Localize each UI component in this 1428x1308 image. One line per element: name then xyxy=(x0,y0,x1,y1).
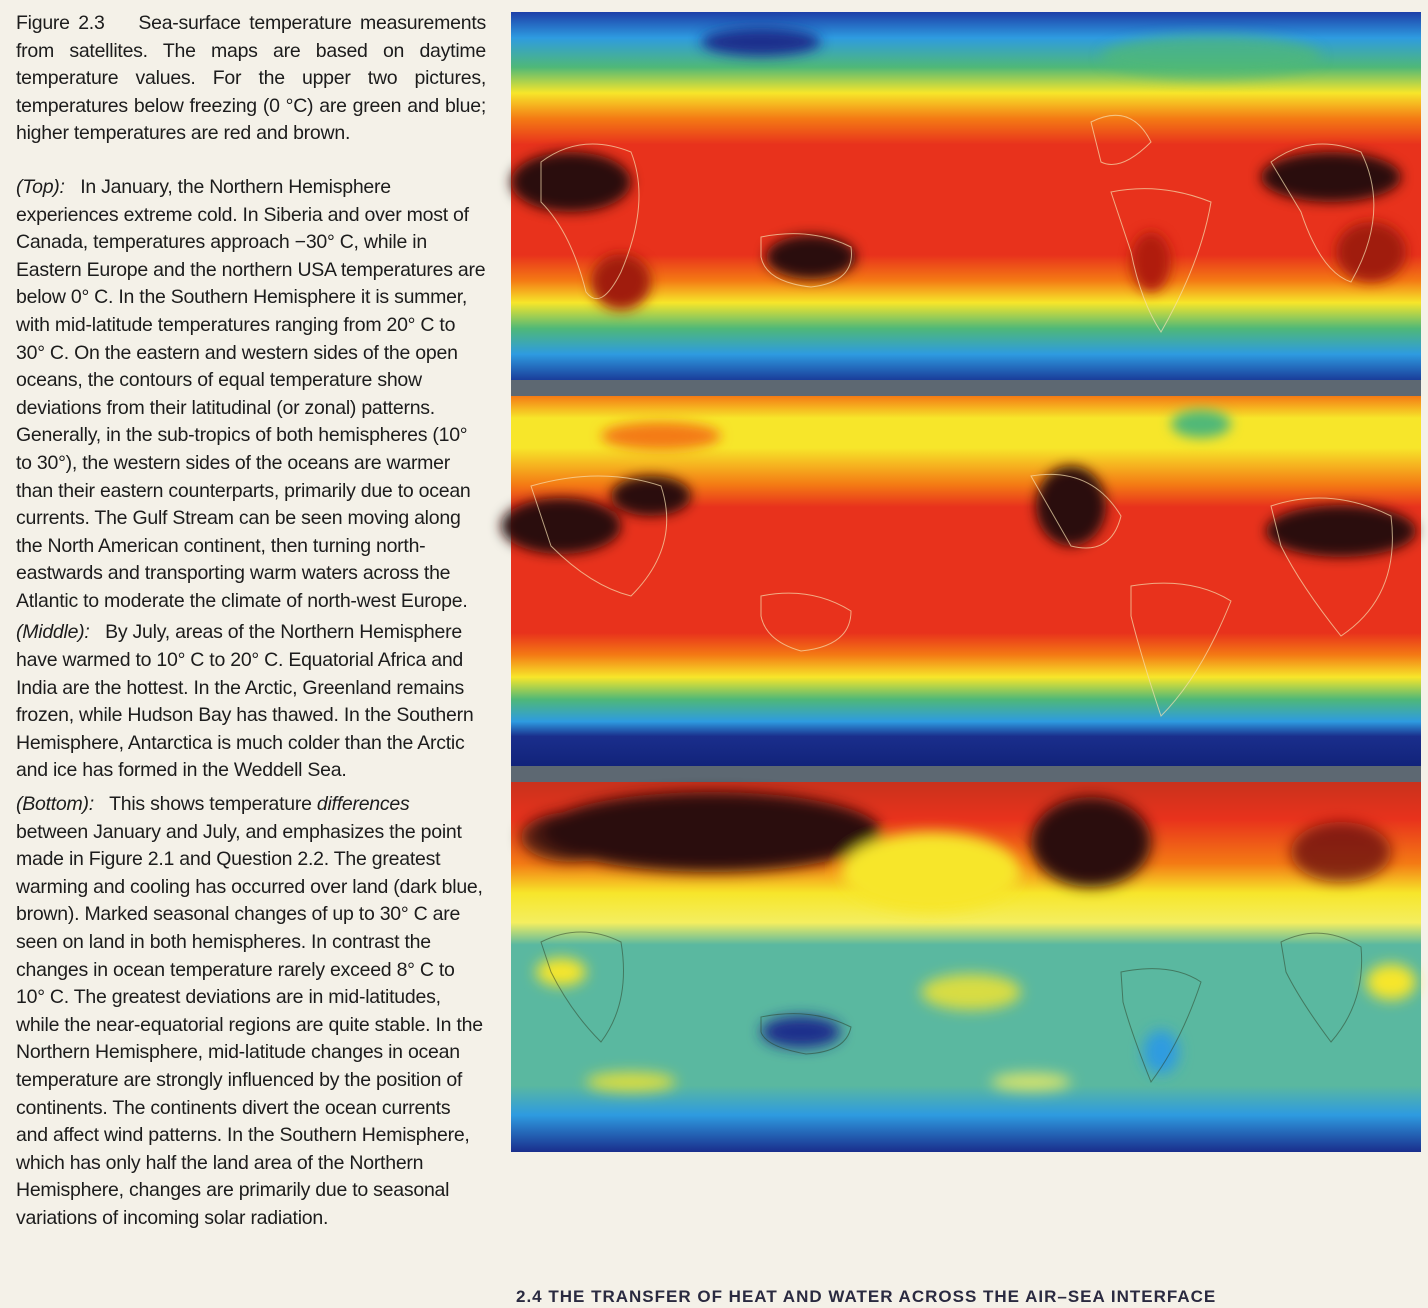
text-bottom-before: This shows temperature xyxy=(109,793,312,816)
map-difference-image xyxy=(511,782,1421,1152)
map-january xyxy=(511,12,1421,380)
map-divider xyxy=(511,380,1421,396)
text-top: In January, the Northern Hemisphere experiences extreme cold. In Siberia and over most of Canada, temperatures approach −30° C, while in Eastern Europe and the northern USA temperatures are below 0° C. In the Southern Hemisphere it is summer, with mid-latitude temperatures ranging from 20° C to 30° C. On the eastern and western sides of the open oceans, the contours of equal temperature show deviations from their latitudinal (or zonal) patterns. Generally, in the sub-tropics of both hemispheres (10° to 30°), the western sides of the oceans are warmer than their eastern counterparts, primarily due to ocean currents. The Gulf Stream can be seen moving along the North American continent, then turning north-eastwards and transporting warm waters across the Atlantic to moderate the climate of north-west Europe. xyxy=(16,175,486,612)
map-january-image xyxy=(511,12,1421,380)
map-divider xyxy=(511,766,1421,782)
map-july-image xyxy=(511,396,1421,766)
map-difference xyxy=(511,782,1421,1152)
map-july xyxy=(511,396,1421,766)
text-bottom-emphasis: differences xyxy=(316,793,410,816)
caption-column xyxy=(16,10,486,1239)
paragraph-middle xyxy=(16,619,486,785)
text-middle: By July, areas of the Northern Hemisphere have warmed to 10° C to 20° C. Equatorial Africa and India are the hottest. In the Arctic, Greenland remains frozen, while Hudson Bay has thawed. In the Southern Hemisphere, Antarctica is much colder than the Arctic and ice has formed in the Weddell Sea. xyxy=(16,621,474,782)
figure-caption xyxy=(16,10,486,148)
paragraph-bottom xyxy=(16,791,486,1233)
satellite-maps xyxy=(511,12,1421,1152)
text-bottom-after: between January and July, and emphasizes the point made in Figure 2.1 and Question 2.2. The greatest warming and cooling has occurred over land (dark blue, brown). Marked seasonal changes of up to 30° C are seen on land in both hemispheres. In contrast the changes in ocean temperature rarely exceed 8° C to 10° C. The greatest deviations are in mid-latitudes, while the near-equatorial regions are quite stable. In the Northern Hemisphere, mid-latitude changes in ocean temperature are strongly influenced by the position of continents. The continents divert the ocean currents and affect wind patterns. In the Southern Hemisphere, which has only half the land area of the Northern Hemisphere, changes are primarily due to seasonal variations of incoming solar radiation. xyxy=(16,820,483,1229)
paragraph-top xyxy=(16,174,486,616)
footer-heading-text: 2.4 THE TRANSFER OF HEAT AND WATER ACROSS THE AIR–SEA INTERFACE xyxy=(516,1287,1217,1306)
page-footer-heading xyxy=(516,1287,1296,1308)
lead-top: (Top): xyxy=(16,175,65,198)
lead-middle: (Middle): xyxy=(16,621,90,644)
lead-bottom: (Bottom): xyxy=(16,793,94,816)
figure-title: Sea-surface temperature measurements from satellites. The maps are based on daytime temperature values. For the upper two pictures, temperatures below freezing (0 °C) are green and blue; higher temperatures are red and brown. xyxy=(16,12,486,145)
figure-label: Figure 2.3 xyxy=(16,12,105,34)
